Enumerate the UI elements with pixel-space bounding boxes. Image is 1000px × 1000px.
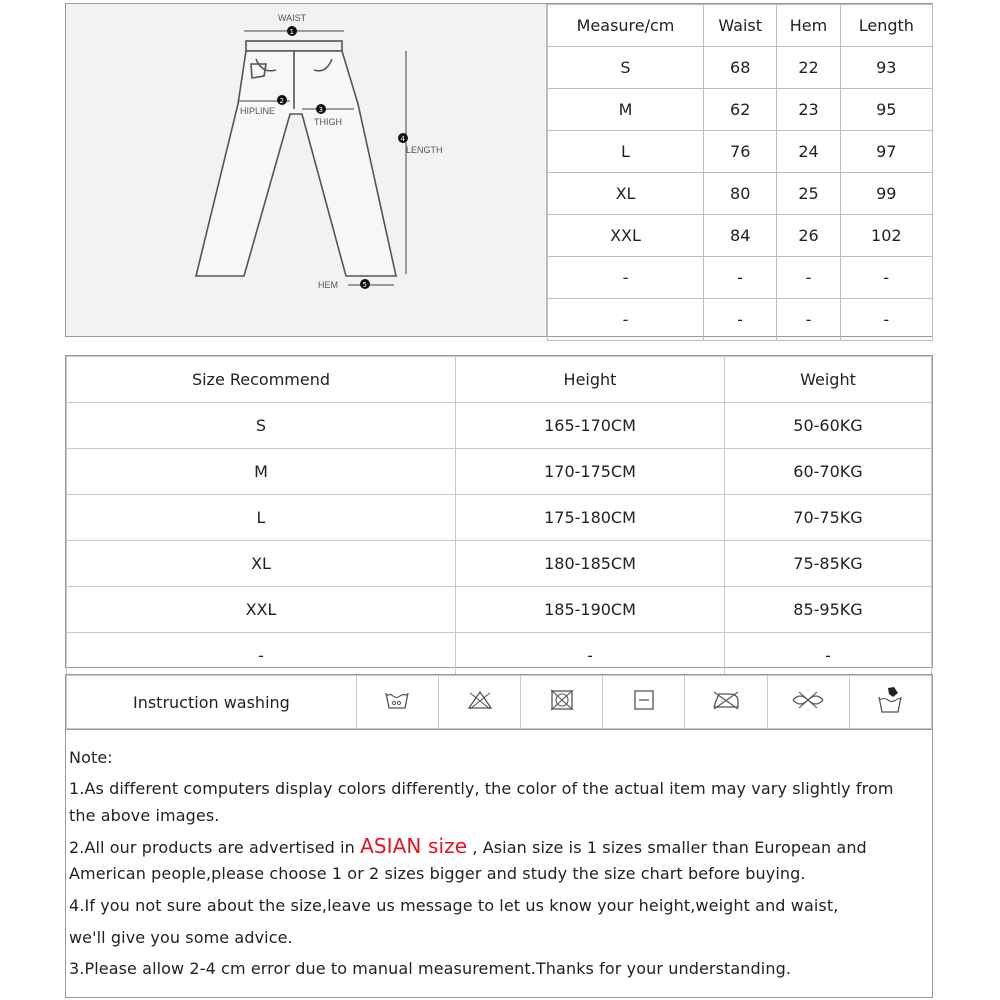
header-measure: Measure/cm [548,5,704,47]
recommend-header-row [67,357,932,403]
waist-cell: 84 [704,215,777,257]
note-line-3: 3.Please allow 2-4 cm error due to manual measurement.Thanks for your understanding. [69,959,792,978]
length-cell: - [840,257,932,299]
header-waist: Waist [704,5,777,47]
length-cell: 95 [840,89,932,131]
note-line-1a: 1.As different computers display colors differently, the color of the actual item may vary slightly from [69,779,894,798]
size-chart-top-section [65,3,933,337]
washing-row [67,676,932,729]
table-row [548,131,933,173]
table-row [548,173,933,215]
hem-cell: 22 [777,47,840,89]
header-size-recommend: Size Recommend [67,357,456,403]
measurement-header-row [548,5,933,47]
size-cell: - [548,299,704,341]
size-recommend-table [66,356,932,679]
marker-3-label: 3 [318,106,323,114]
waist-cell: - [704,299,777,341]
header-weight: Weight [725,357,932,403]
size-cell: S [548,47,704,89]
header-hem: Hem [777,5,840,47]
thigh-label: THIGH [314,117,342,127]
table-row [67,495,932,541]
length-cell: 93 [840,47,932,89]
pants-illustration [66,4,546,336]
marker-5-label: 5 [362,281,367,289]
hem-cell: 24 [777,131,840,173]
note-line-4a: 4.If you not sure about the size,leave us message to let us know your height,weight and waist, [69,896,839,915]
hem-cell: - [777,299,840,341]
washing-icon-cell [767,676,849,729]
washing-icon-cell [438,676,520,729]
no-bleach-icon [466,689,494,711]
washing-icon-cell [521,676,603,729]
no-iron-icon [711,689,741,711]
washing-icon-cell [603,676,685,729]
marker-1-label: 1 [289,28,294,36]
size-cell: S [67,403,456,449]
size-cell: M [67,449,456,495]
hem-cell: 23 [777,89,840,131]
waist-cell: - [704,257,777,299]
table-row [67,449,932,495]
hand-wash-icon [384,689,410,711]
weight-cell: 85-95KG [725,587,932,633]
size-cell: M [548,89,704,131]
height-cell: 180-185CM [456,541,725,587]
hem-label: HEM [318,280,338,290]
height-cell: 165-170CM [456,403,725,449]
waist-cell: 68 [704,47,777,89]
dry-flat-icon [632,689,656,711]
washing-icon-cell [849,676,931,729]
note-line-4b: we'll give you some advice. [69,928,293,947]
hipline-label: HIPLINE [240,106,276,116]
washing-instructions-section [65,674,933,730]
size-cell: XXL [67,587,456,633]
length-cell: 97 [840,131,932,173]
size-cell: - [67,633,456,679]
washing-icon-cell [356,676,438,729]
table-row [548,89,933,131]
hem-cell: 26 [777,215,840,257]
length-label: LENGTH [406,145,443,155]
waist-label: WAIST [278,13,307,23]
header-length: Length [840,5,932,47]
marker-2-label: 2 [279,97,284,105]
size-recommend-section [65,355,933,668]
length-cell: 102 [840,215,932,257]
size-cell: L [548,131,704,173]
pants-diagram [66,4,547,336]
weight-cell: 75-85KG [725,541,932,587]
table-row [548,215,933,257]
note-line-1b: the above images. [69,806,220,825]
height-cell: 185-190CM [456,587,725,633]
table-row [67,403,932,449]
washing-label: Instruction washing [67,676,357,729]
table-row [67,541,932,587]
size-cell: XXL [548,215,704,257]
height-cell: - [456,633,725,679]
note-line-2-prefix: 2.All our products are advertised in [69,838,361,857]
table-row [548,47,933,89]
size-cell: XL [548,173,704,215]
marker-4-label: 4 [400,135,405,143]
weight-cell: - [725,633,932,679]
weight-cell: 70-75KG [725,495,932,541]
washing-table [66,675,932,729]
height-cell: 175-180CM [456,495,725,541]
note-title: Note: [69,748,113,767]
table-row [548,257,933,299]
measurement-table [547,4,933,341]
weight-cell: 60-70KG [725,449,932,495]
size-cell: L [67,495,456,541]
size-cell: XL [67,541,456,587]
no-tumble-dry-icon [549,689,575,711]
hem-cell: - [777,257,840,299]
waist-cell: 76 [704,131,777,173]
header-height: Height [456,357,725,403]
note-line-2-suffix: , Asian size is 1 sizes smaller than European and [467,838,867,857]
length-cell: - [840,299,932,341]
hem-cell: 25 [777,173,840,215]
table-row [67,587,932,633]
length-cell: 99 [840,173,932,215]
waist-cell: 62 [704,89,777,131]
waist-cell: 80 [704,173,777,215]
no-dry-clean-icon [791,689,825,711]
notes-section [65,730,933,998]
note-line-2b: American people,please choose 1 or 2 sizes bigger and study the size chart before buying. [69,864,806,883]
asian-size-highlight: ASIAN size [360,834,468,858]
table-row [67,633,932,679]
size-cell: - [548,257,704,299]
hand-wash-hand-icon [876,685,904,715]
height-cell: 170-175CM [456,449,725,495]
table-row [548,299,933,341]
pants-outline [196,41,396,276]
weight-cell: 50-60KG [725,403,932,449]
note-line-2 [69,834,867,858]
washing-icon-cell [685,676,767,729]
